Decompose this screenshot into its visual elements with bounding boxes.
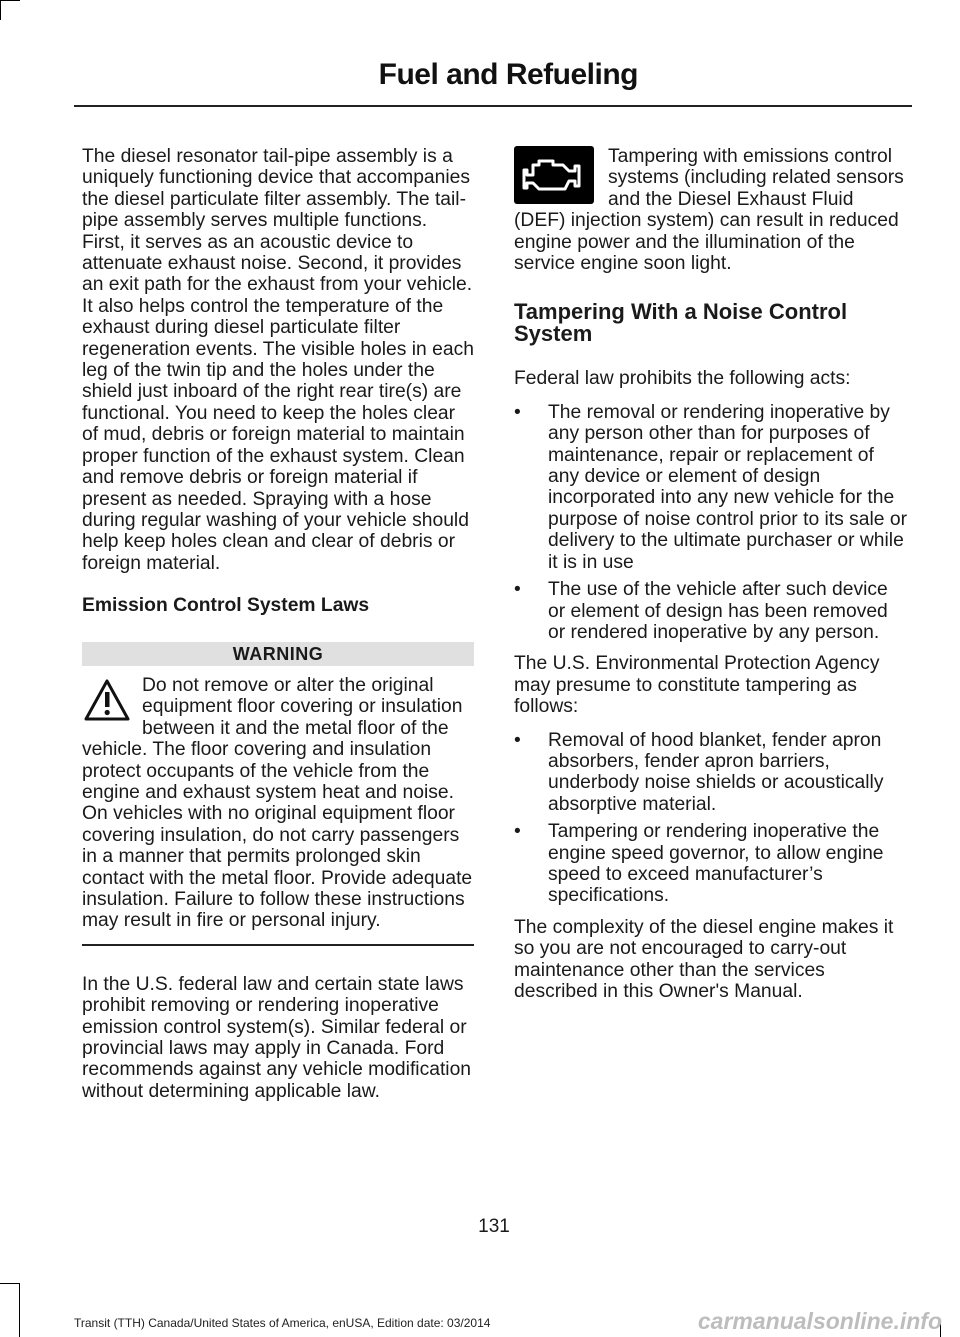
epa-intro: The U.S. Environmental Protection Agency may presume to constitute tampering as follows: <box>514 653 880 718</box>
epa-list <box>514 730 908 907</box>
header-divider <box>74 105 912 107</box>
page-title: Fuel and Refueling <box>378 58 638 91</box>
watermark: carmanualsonline.info <box>697 1308 942 1334</box>
bullet-mark: • <box>514 579 521 601</box>
federal-list <box>514 402 908 643</box>
list-item: • The use of the vehicle after such device or element of design has been removed or rendered inoperative by any person. <box>514 579 888 643</box>
right-column <box>514 146 908 1023</box>
crop-mark <box>19 1283 20 1337</box>
crop-mark <box>0 0 1 20</box>
list-item: • The removal or rendering inoperative by any person other than for purposes of maintenance, repair or replacement of any device or element of design incorporated into any new vehicle for the purpose of noise control prior to its sale or delivery to the ultimate purchaser or while it is in use <box>514 401 908 573</box>
federal-intro: Federal law prohibits the following acts: <box>514 368 851 390</box>
tampering-emissions-paragraph: Tampering with emissions control systems (including related sensors and the Diesel Exhaust Fluid (DEF) injection system) can result in reduced engine power and the illumination of the service engine soon light. <box>514 146 904 275</box>
footer-edition: Transit (TTH) Canada/United States of America, enUSA, Edition date: 03/2014 <box>74 1316 491 1330</box>
list-item: • Removal of hood blanket, fender apron absorbers, fender apron barriers, underbody noise shields or acoustically absorptive material. <box>514 729 884 815</box>
warning-triangle-icon <box>82 677 132 723</box>
law-paragraph: In the U.S. federal law and certain state laws prohibit removing or rendering inoperative emission control system(s). Similar federal or provincial laws may apply in Canada. Ford recommends against any vehicle modification without determining applicable law. <box>82 973 472 1102</box>
emission-laws-heading: Emission Control System Laws <box>82 595 370 617</box>
left-column <box>82 146 474 1123</box>
warning-label: WARNING <box>82 642 474 666</box>
warning-text: Do not remove or alter the original equipment floor covering or insulation between it and the metal floor of the vehicle. The floor covering and insulation protect occupants of the vehicle from the engine and exhaust system heat and noise. On vehicles with no original equipment floor covering insulation, do not carry passengers in a manner that permits prolonged skin contact with the metal floor. Provide adequate insulation. Failure to follow these instructions may result in fire or personal injury. <box>82 674 473 932</box>
check-engine-icon <box>514 146 594 204</box>
warning-divider <box>82 944 474 946</box>
closing-paragraph: The complexity of the diesel engine makes it so you are not encouraged to carry-out maintenance other than the services described in this Owner's Manual. <box>514 916 894 1002</box>
crop-mark <box>0 0 20 1</box>
page-number: 131 <box>478 1216 510 1237</box>
warning-box <box>82 642 474 946</box>
bullet-mark: • <box>514 401 521 423</box>
list-item: • Tampering or rendering inoperative the engine speed governor, to allow engine speed to exceed manufacturer’s specifications. <box>514 821 884 907</box>
bullet-mark: • <box>514 821 521 843</box>
noise-control-heading: Tampering With a Noise Control System <box>514 299 848 347</box>
resonator-paragraph: The diesel resonator tail-pipe assembly is a uniquely functioning device that accompanies the diesel particulate filter assembly. The tail-pipe assembly serves multiple functions. First, it serves as an acoustic device to attenuate exhaust noise. Second, it provides an exit path for the exhaust from your vehicle. It also helps control the temperature of the exhaust during diesel particulate filter regeneration events. The visible holes in each leg of the twin tip and the holes under the shield just inboard of the right rear tire(s) are functional. You need to keep the holes clear of mud, debris or foreign material to maintain proper function of the exhaust system. Clean and remove debris or foreign material if present as needed. Spraying with a hose during regular washing of your vehicle should help keep holes clean and clear of debris or foreign material. <box>82 146 474 574</box>
bullet-mark: • <box>514 729 521 751</box>
crop-mark <box>0 1283 20 1284</box>
